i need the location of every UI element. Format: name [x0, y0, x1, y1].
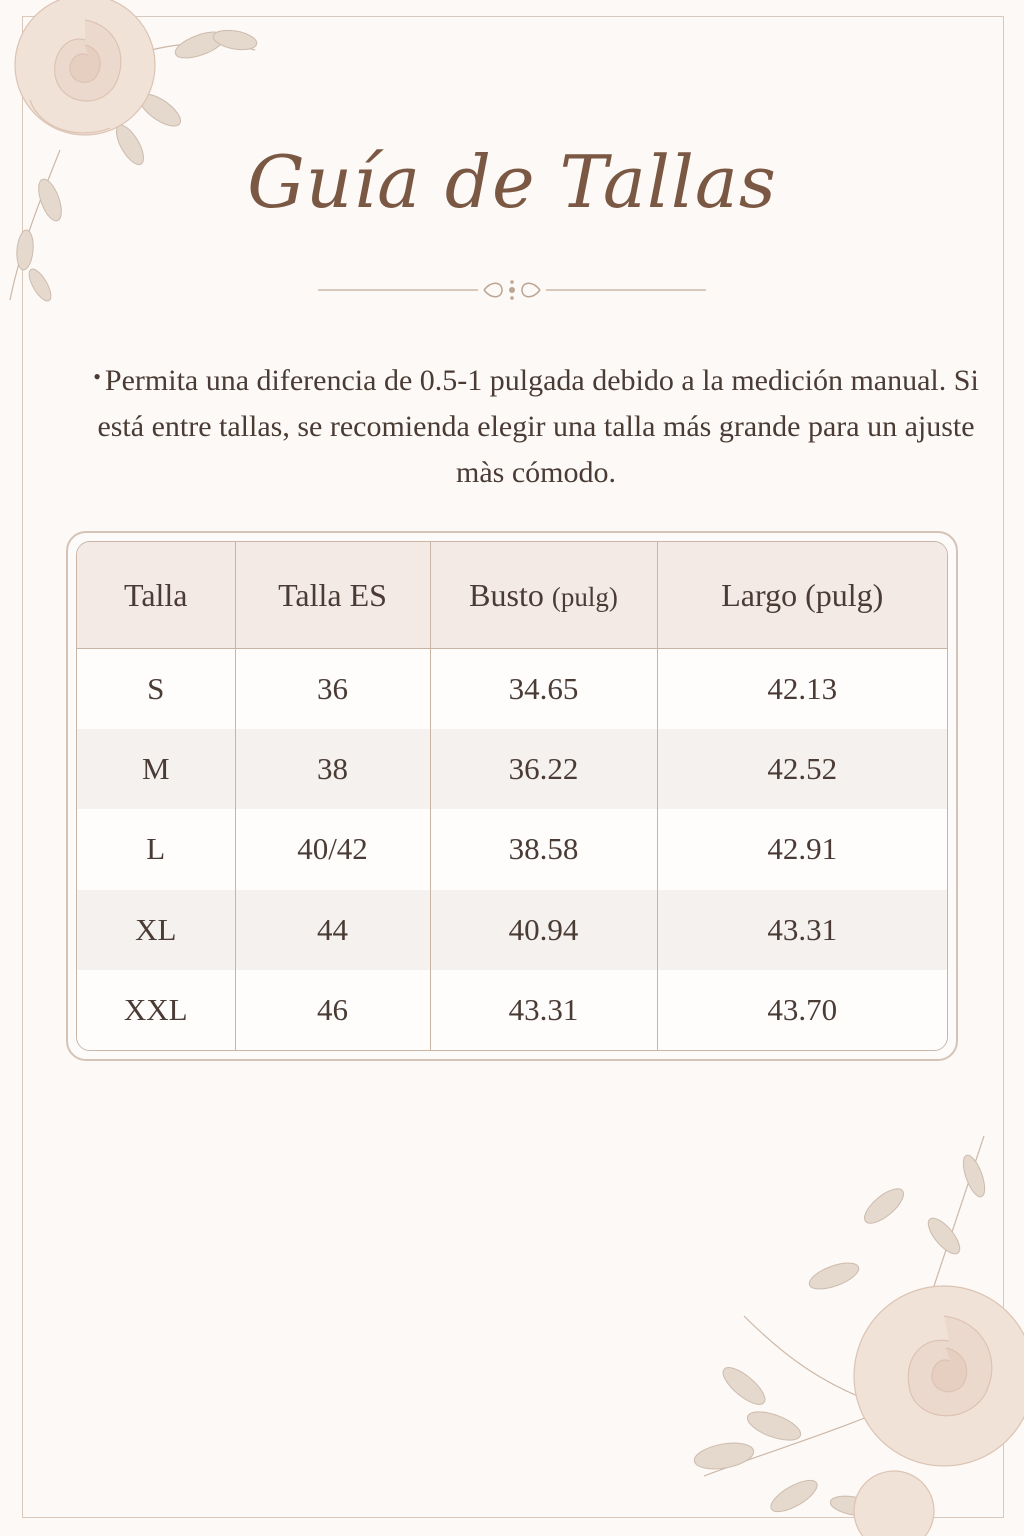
header-talla-es: Talla ES: [235, 542, 430, 649]
cell-length: 43.70: [657, 970, 947, 1050]
rose-corner-decoration-bottom-right: [684, 1116, 1024, 1536]
cell-bust: 34.65: [430, 649, 657, 730]
size-chart-table: [77, 542, 947, 1050]
cell-length: 42.13: [657, 649, 947, 730]
cell-size-es: 36: [235, 649, 430, 730]
cell-size: M: [77, 729, 235, 809]
cell-size-es: 44: [235, 890, 430, 970]
note-text: Permita una diferencia de 0.5-1 pulgada debido a la medición manual. Si está entre tallas, se recomienda elegir una talla más grande para un ajuste màs cómodo.: [97, 364, 979, 489]
cell-size: XXL: [77, 970, 235, 1050]
cell-bust: 43.31: [430, 970, 657, 1050]
bullet-point: •: [93, 364, 101, 389]
cell-size: XL: [77, 890, 235, 970]
table-row: [77, 809, 947, 889]
table-header-row: [77, 542, 947, 649]
table-row: [77, 649, 947, 730]
cell-size-es: 46: [235, 970, 430, 1050]
ornamental-divider: [318, 276, 706, 304]
header-largo: Largo (pulg): [657, 542, 947, 649]
table-row: [77, 970, 947, 1050]
size-table-container: [66, 531, 958, 1061]
cell-bust: 38.58: [430, 809, 657, 889]
cell-length: 42.52: [657, 729, 947, 809]
cell-length: 42.91: [657, 809, 947, 889]
cell-size: S: [77, 649, 235, 730]
table-row: [77, 890, 947, 970]
cell-length: 43.31: [657, 890, 947, 970]
cell-bust: 40.94: [430, 890, 657, 970]
cell-size: L: [77, 809, 235, 889]
cell-bust: 36.22: [430, 729, 657, 809]
page-title: Guía de Tallas: [247, 140, 777, 224]
measurement-note: [80, 354, 992, 496]
cell-size-es: 38: [235, 729, 430, 809]
table-row: [77, 729, 947, 809]
header-busto: Busto (pulg): [430, 542, 657, 649]
header-talla: Talla: [77, 542, 235, 649]
cell-size-es: 40/42: [235, 809, 430, 889]
